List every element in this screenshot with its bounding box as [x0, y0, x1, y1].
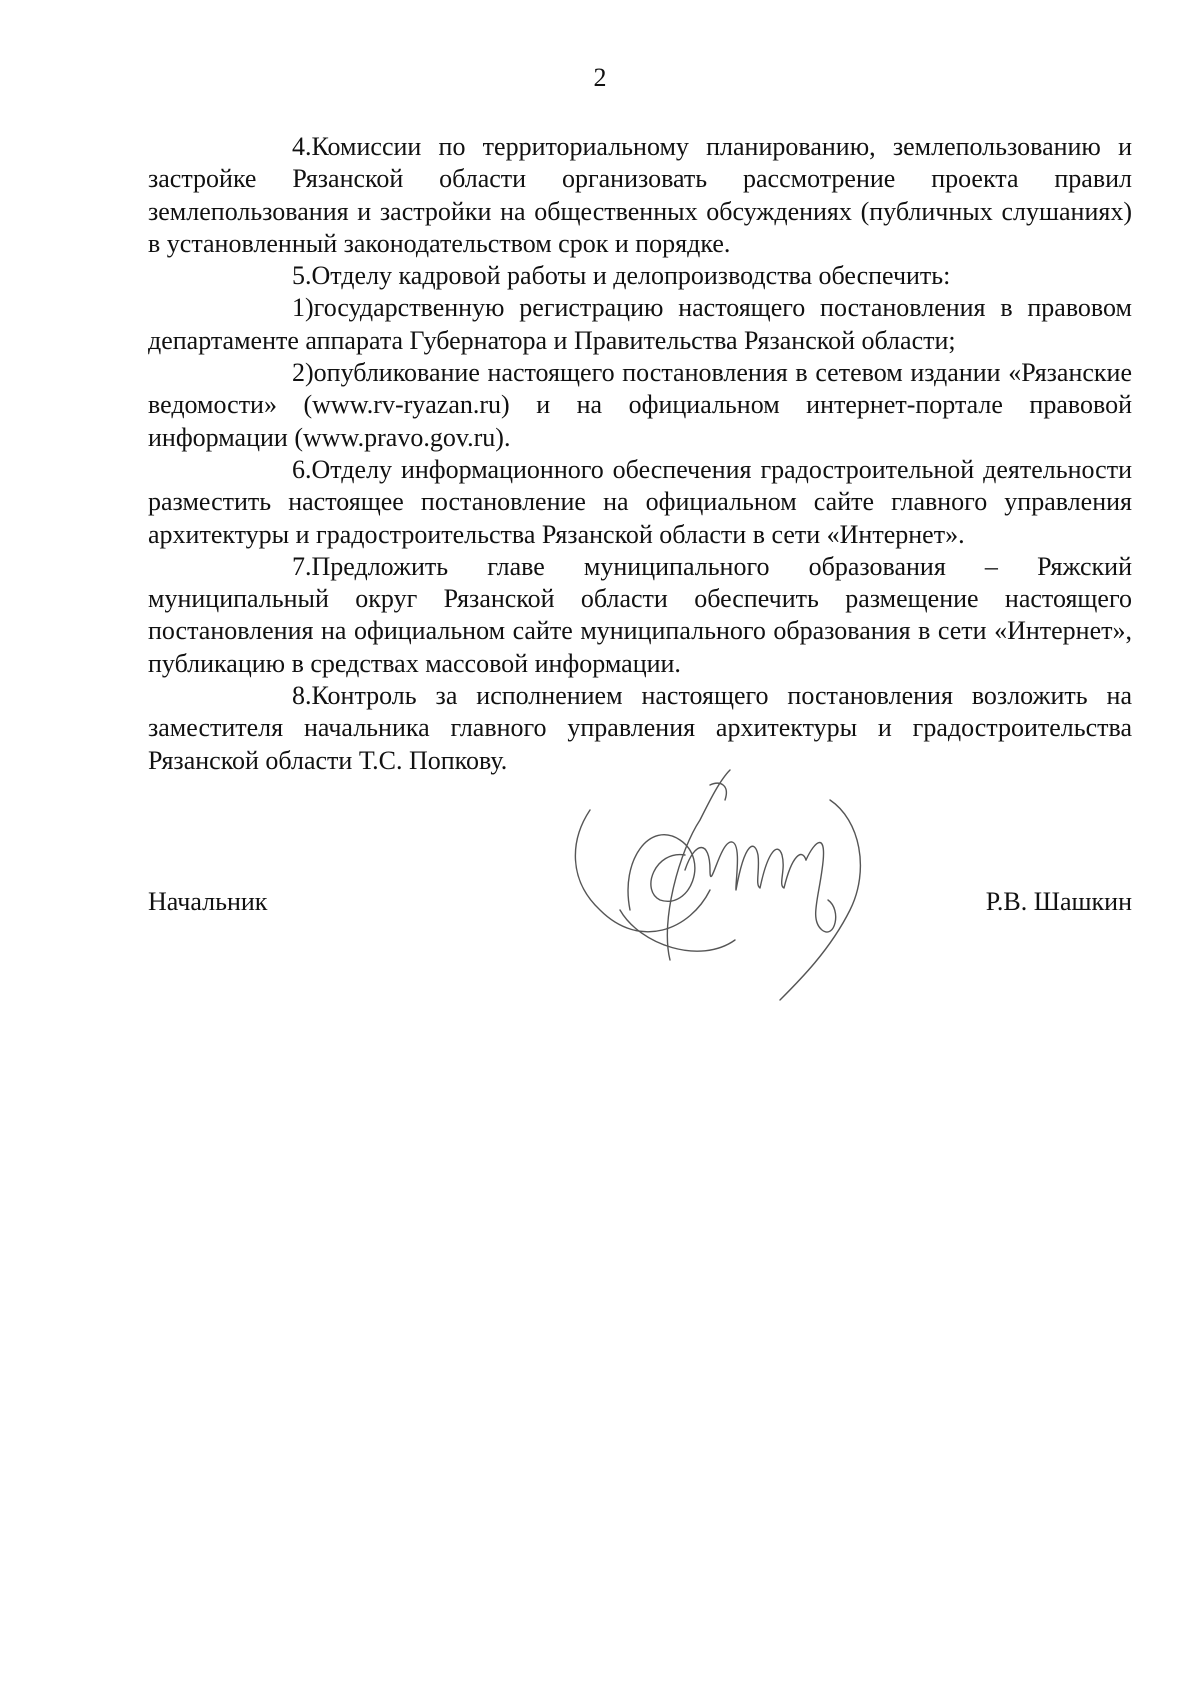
item-number: 2)	[292, 358, 314, 388]
item-text: Отделу информационного обеспечения градостроительной деятельности разместить настоящее постановление на официальном сайте главного управления архитектуры и градостроительства Рязанской области в сети «Интернет».	[148, 454, 1132, 549]
item-number: 1)	[292, 293, 314, 323]
item-text: опубликование настоящего постановления в сетевом издании «Рязанские ведомости» (www.rv-ryazan.ru) и на официальном интернет-портале правовой информации (www.pravo.gov.ru).	[148, 358, 1132, 452]
signatory-position: Начальник	[148, 887, 268, 916]
item-number: 7.	[292, 551, 312, 581]
item-number: 8.	[292, 681, 312, 711]
item-text: Контроль за исполнением настоящего постановления возложить на заместителя начальника главного управления архитектуры и градостроительства Рязанской области Т.С. Попкову.	[148, 681, 1132, 775]
item-text: Предложить главе муниципального образования – Ряжский муниципальный округ Рязанской области обеспечить размещение настоящего постановления на официальном сайте муниципального образования в сети «Интернет», публикацию в средствах массовой информации.	[148, 551, 1132, 678]
item-number: 6.	[292, 454, 312, 484]
item-text: государственную регистрацию настоящего постановления в правовом департаменте аппарата Губернатора и Правительства Рязанской области;	[148, 293, 1132, 355]
page-number: 2	[593, 63, 607, 92]
list-item-6	[148, 454, 1132, 551]
item-text: Комиссии по территориальному планированию, землепользованию и застройке Рязанской области организовать рассмотрение проекта правил землепользования и застройки на общественных обсуждениях (публичных слушаниях) в установленный законодательством срок и порядке.	[148, 132, 1132, 258]
item-text: Отделу кадровой работы и делопроизводства обеспечить:	[311, 261, 951, 291]
handwritten-signature	[560, 760, 880, 1020]
sub-item-2	[148, 357, 1132, 454]
item-number: 5.	[292, 261, 312, 291]
list-item-5	[148, 260, 1132, 292]
sub-item-1	[148, 292, 1132, 357]
signatory-name: Р.В. Шашкин	[985, 887, 1132, 916]
list-item-4	[148, 131, 1132, 260]
item-number: 4.	[292, 132, 312, 161]
document-body	[148, 131, 1132, 777]
list-item-7	[148, 551, 1132, 680]
